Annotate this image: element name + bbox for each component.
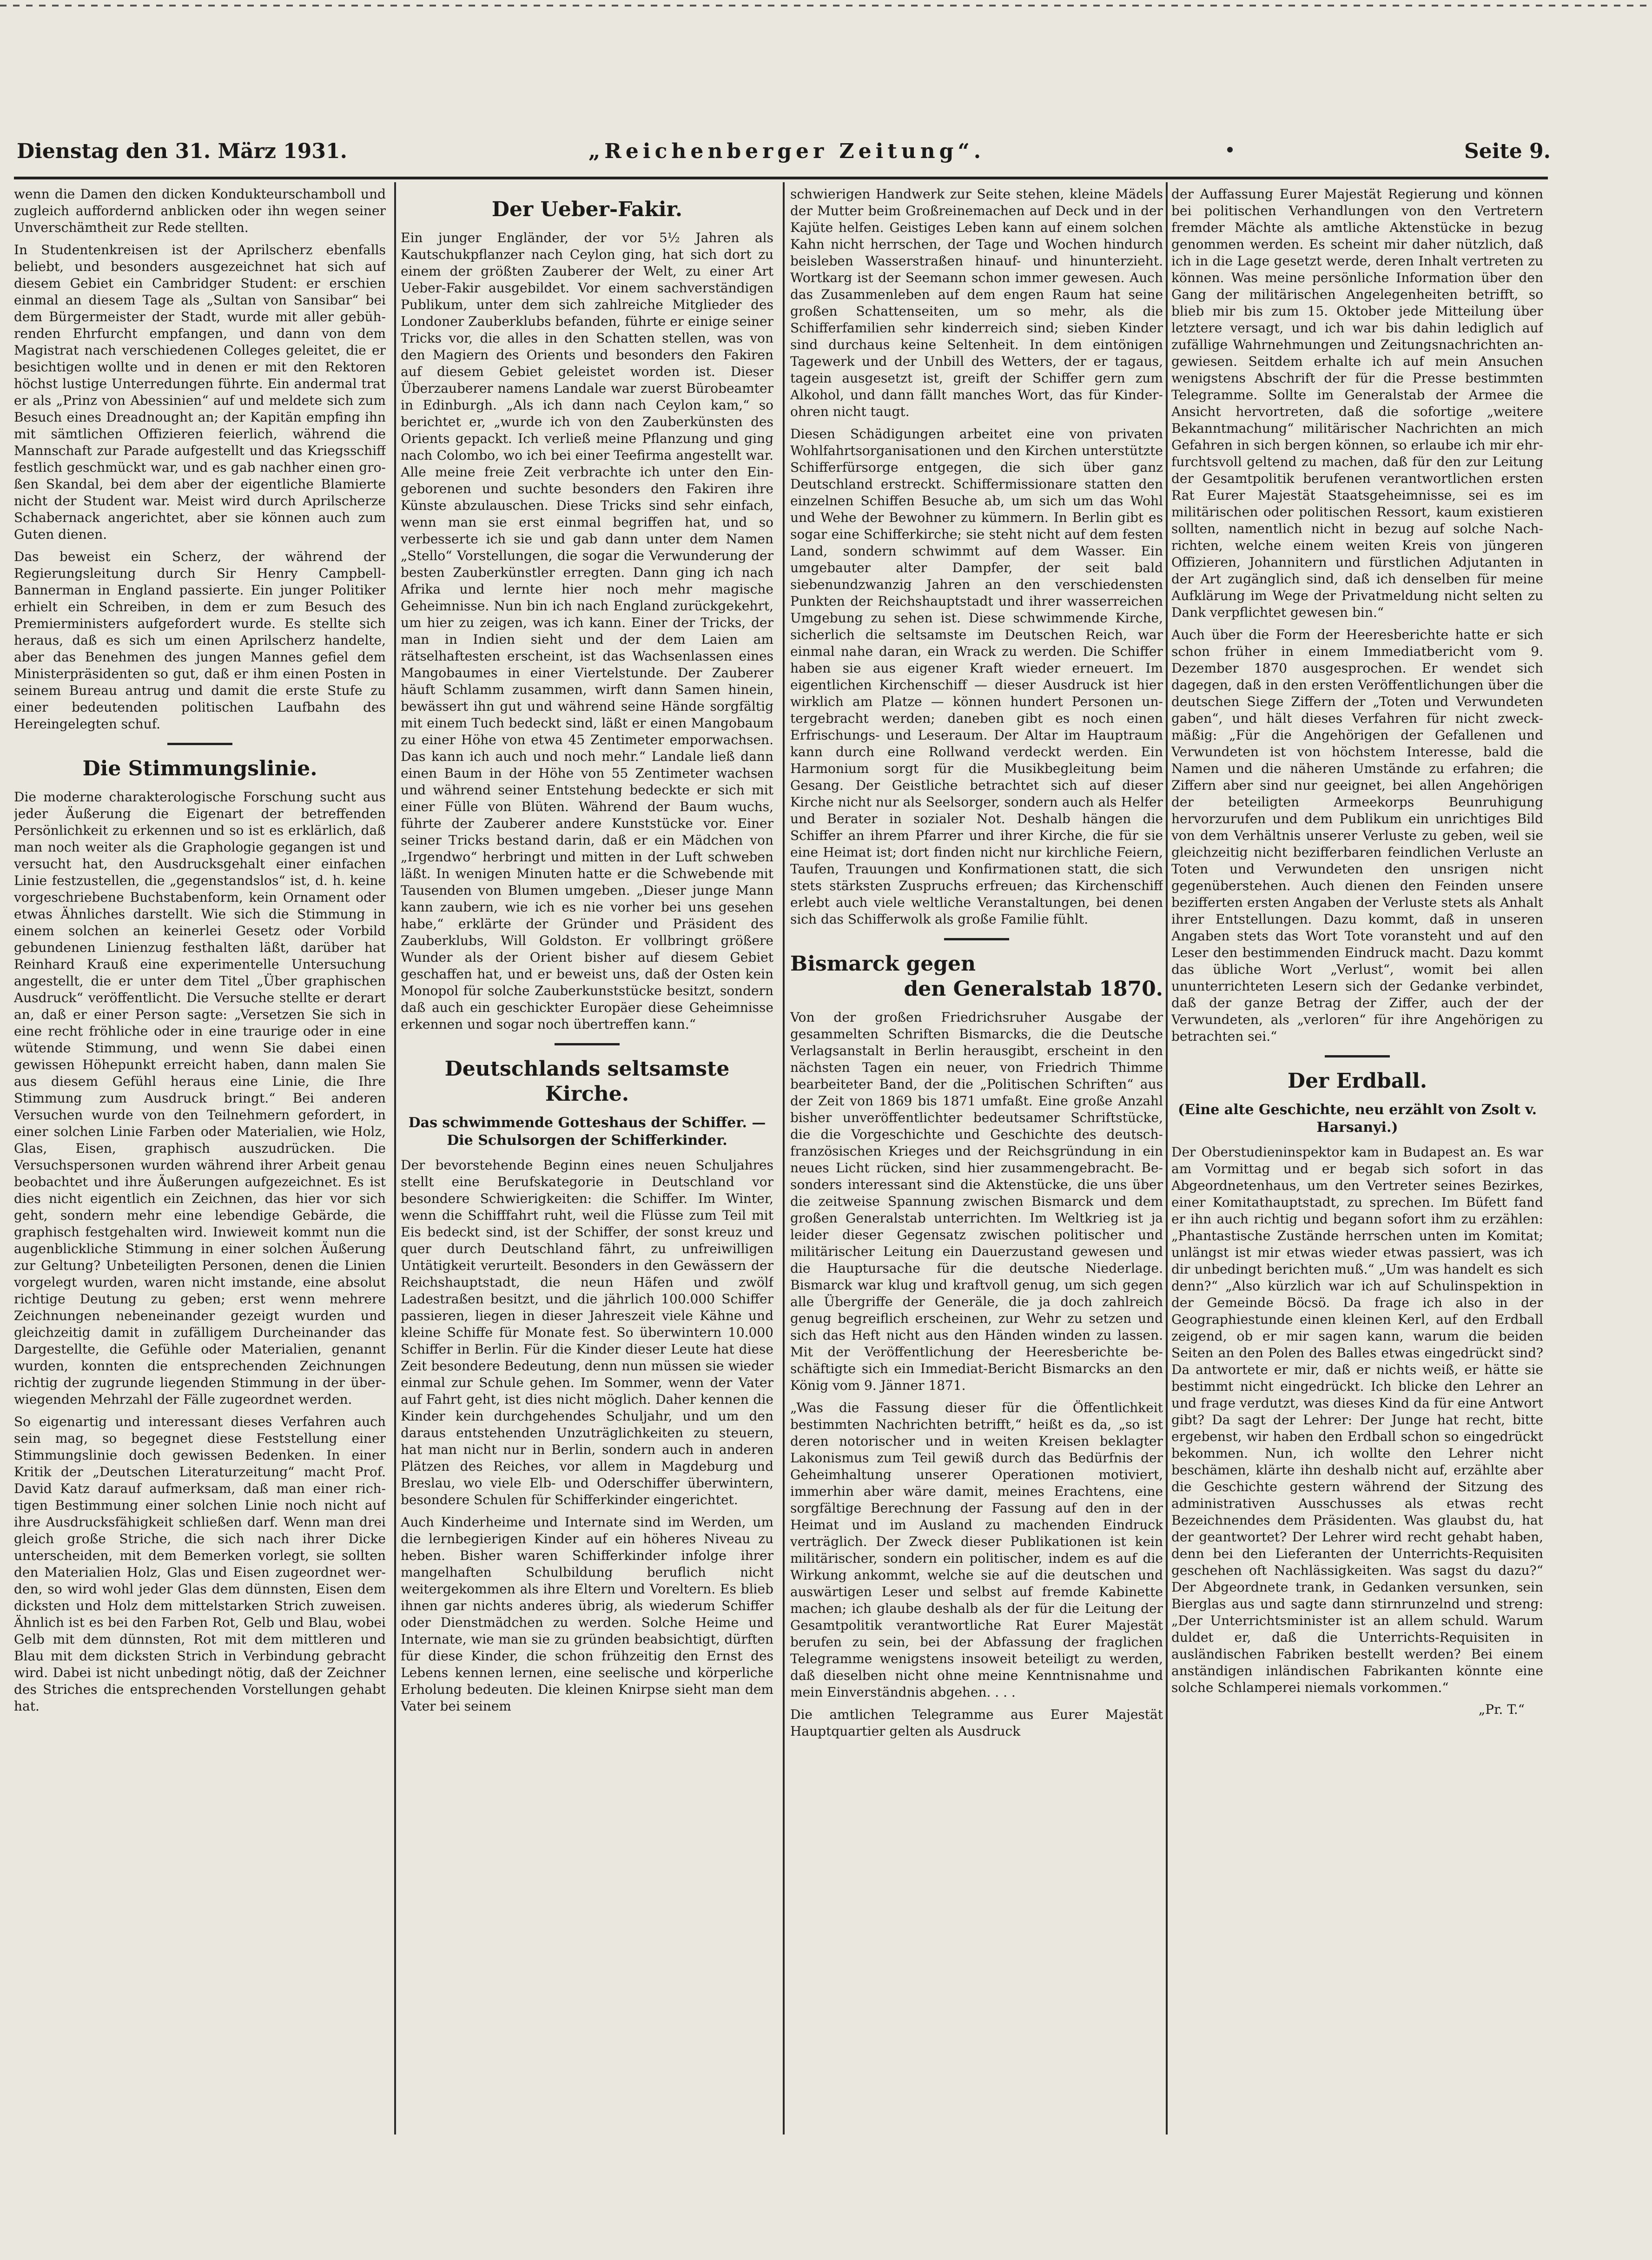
article-paragraph: der Auffassung Eurer Majestät Regierung und können bei politischen Verhandlungen von den Vertretern fremder Mächte als amtliche Aktenstücke in bezug genommen werden. Es scheint mir daher nützlich, daß ich in die Lage gesetzt werde, deren Inhalt vertreten zu können. Was meine persönliche Information über den Gang der militärischen Angelegenheiten betrifft, so blieb mir bis zum 15. Oktober jede Mitteilung über letztere versagt, und ich war bis dahin lediglich auf zufällige Wahrnehmungen und Zeitungsnachrichten angewiesen. Seitdem erhalte ich auf mein Ansuchen wenigstens Abschrift der für die Presse bestimmten Telegramme. Sollte im Generalstab der Armee die Ansicht hervortreten, daß die sofortige „weitere Bekanntmachung“ militärischer Nachrichten an mich Gefahren in sich bergen können, so erlaube ich mir ehrfurchtsvoll geltend zu machen, daß für den zur Leitung der Gesamtpolitik berufenen verantwortlichen ersten Rat Eurer Majestät Staatsgeheimnisse, sei es im militärischen oder politischen Ressort, kaum existieren sollten, namentlich nicht in bezug auf solche Nachrichten, welche einem weiten Kreis von jüngeren Offizieren, Johannitern und fürstlichen Adjutanten in der Art zugänglich sind, daß ich denselben für meine Aufklärung im Wege der Privatmeldung nicht selten zu Dank verpflichtet gewesen bin.“ (1171, 186, 1543, 620)
top-perforation (0, 5, 1652, 7)
header-date: Dienstag den 31. März 1931. (17, 139, 347, 163)
article-headline: Bismarck gegen (790, 952, 976, 976)
article-headline: Deutschlands seltsamste Kirche. (444, 1057, 730, 1106)
article-paragraph: schwierigen Handwerk zur Seite stehen, kleine Mädels der Mutter beim Großreinemachen auf Deck und in der Kajüte helfen. Geistiges Leben kann auf einem solchen Kahn nicht herrschen, der Tage und Wochen hindurch beisleben Wasserstraßen hinauf- und hinunterzieht. Wortkarg ist der Seemann schon immer gewesen. Auch das Zusammenleben auf dem engen Raum hat seine großen Schattenseiten, um so mehr, als die Schifferfamilien sehr kinderreich sind; sieben Kinder sind durchaus keine Seltenheit. In dem eintönigen Tagewerk und der Unbill des Wetters, der er tagaus, tagein ausgesetzt ist, greift der Schiffer gern zum Alkohol, und dann fällt manches Wort, das für Kinderohren nicht taugt. (790, 186, 1163, 419)
column-3 (790, 186, 1163, 1745)
column-divider (1166, 182, 1168, 2134)
article-headline: Der Erdball. (1287, 1069, 1427, 1093)
article-paragraph: Das beweist ein Scherz, der während der Regierungsleitung durch Sir Henry Campbell-Bannerman in England passierte. Ein junger Politiker erhielt ein Schreiben, in dem er zum Besuch des Premierministers aufgefordert wurde. Es stellte sich heraus, daß es sich um einen Aprilscherz handelte, aber das Benehmen des jungen Mannes gefiel dem Ministerpräsidenten so gut, daß er ihm einen Posten in seinem Bureau antrug und damit die erste Stufe zu einer bedeutenden politischen Laufbahn des Hereingelegten schuf. (14, 549, 386, 732)
page-header (17, 139, 1551, 177)
article-headline: Der Ueber-Fakir. (491, 198, 683, 221)
header-page-number: Seite 9. (1464, 139, 1551, 163)
section-separator (167, 743, 232, 745)
column-2 (401, 186, 773, 1720)
article-paragraph: In Studentenkreisen ist der Aprilscherz ebenfalls beliebt, und besonders ausgezeichnet hat sich auf diesem Gebiet ein Cambridger Student: er erschien einmal an diesem Tage als „Sultan von Sansibar“ bei dem Bürgermeister der Stadt, wurde mit aller gebührenden Ehrfurcht empfangen, und dann von dem Magistrat nach verschiedenen Colleges geleitet, die er besichtigen wollte und in denen er mit den Rektoren höchst lustige Unterredungen führte. Ein andermal trat er als „Prinz von Abessinien“ auf und meldete sich zum Besuch eines Dreadnought an; der Kapitän empfing ihn mit sämtlichen Offizieren feierlich, während die Mannschaft zur Parade aufgestellt und das Kriegsschiff festlich geschmückt war, und es gab nachher einen großen Skandal, bei dem aber der eigentliche Blamierte nicht der Student war. Meist wird durch Aprilscherze Schabernack angerichtet, aber sie können auch zum Guten dienen. (14, 242, 386, 542)
article-signature: „Pr. T.“ (1478, 1702, 1525, 1717)
article-paragraph: Die moderne charakterologische Forschung sucht aus jeder Äußerung die Eigenart der betreffenden Persönlichkeit zu erkennen und so ist es erklärlich, daß man noch weiter als die Graphologie gegangen ist und versucht hat, den Ausdrucksgehalt einer einfachen Linie festzustellen, die „gegenstandslos“ ist, d. h. keine vorgeschriebene Buchstabenform, kein Ornament oder etwas Ähnliches darstellt. Wie sich die Stimmung in einem solchen an keinerlei Gesetz oder Vorbild gebundenen Linienzug festhalten läßt, darüber hat Reinhard Krauß eine experimentelle Untersuchung angestellt, die er unter dem Titel „Über graphischen Ausdruck“ veröffentlicht. Die Versuche stellte er derart an, daß er einer Person sagte: „Versetzen Sie sich in eine recht fröhliche oder in eine traurige oder in eine wütende Stimmung, und wenn Sie dabei einen gewissen Höhepunkt erreicht haben, dann malen Sie aus diesem Gefühl heraus eine Linie, die Ihre Stimmung zum Ausdruck bringt.“ Bei anderen Versuchen wurde von den Teilnehmern gefordert, in einer solchen Linie Farben oder Materialien, wie Holz, Glas, Eisen, graphisch auszudrücken. Die Versuchspersonen wurden während ihrer Arbeit genau beobachtet und ihre Äußerungen aufgezeichnet. Es ist dies nicht eigentlich ein Zeichnen, das hier vor sich geht, sondern mehr eine lebendige Gebärde, die graphisch festgehalten wird. Inwieweit kommt nun die augenblickliche Stimmung in einer solchen Äußerung zur Geltung? Unbeteiligten Personen, denen die Linien vorgelegt wurden, waren nicht imstande, eine absolut richtige Deutung zu geben; erst wenn mehrere Zeichnungen nebeneinander gezeigt wurden und gleichzeitig damit in zufälligem Durcheinander das Dargestellte, die Gefühle oder Materialien, genannt wurden, konnten die entsprechenden Zeichnungen richtig der zugrunde liegenden Stimmung in der überwiegenden Mehrzahl der Fälle zugeordnet werden. (14, 789, 386, 1407)
article-paragraph: Von der großen Friedrichsruher Ausgabe der gesammelten Schriften Bismarcks, die die Deutsche Verlagsanstalt in Berlin herausgibt, erscheint in den nächsten Tagen ein neuer, von Friedrich Thimme bearbeiteter Band, der die „Politischen Schriften“ aus der Zeit von 1869 bis 1871 umfaßt. Eine große Anzahl bisher unveröffentlichter bedeutsamer Schriftstücke, die die Vorgeschichte und Geschichte des deutsch-französischen Krieges und der Reichsgründung in ein neues Licht rücken, sind hier zusammengebracht. Besonders interessant sind die Aktenstücke, die uns über die zeitweise Spannung zwischen Bismarck und dem großen Generalstab unterrichten. Im Weltkrieg ist ja leider dieser Gegensatz zwischen politischer und militärischer Leitung ein Dauerzustand gewesen und die Hauptursache für die deutsche Niederlage. Bismarck war klug und kraftvoll genug, um sich gegen alle Übergriffe der Generäle, die ja doch zahlreich genug begreiflich erscheinen, zur Wehr zu setzen und sich das Heft nicht aus den Händen winden zu lassen. Mit der Veröffentlichung der Heeresberichte beschäftigte sich ein Immediat-Bericht Bismarcks an den König vom 9. Jänner 1871. (790, 1010, 1163, 1393)
article-paragraph: Die amtlichen Telegramme aus Eurer Majestät Hauptquartier gelten als Ausdruck (790, 1707, 1163, 1739)
article-paragraph: Der Oberstudieninspektor kam in Budapest an. Es war am Vormittag und er begab sich sofort in das Abgeordnetenhaus, um den Vertreter seines Bezirkes, einer Komitathauptstadt, zu sprechen. Im Büfett fand er ihn auch richtig und begann sofort ihm zu erzählen: „Phantastische Zustände herrschen unten im Komitat; unlängst ist mir etwas wieder etwas passiert, was ich dir unbedingt berichten muß.“ „Um was handelt es sich denn?“ „Also kürzlich war ich auf Schulinspektion in der Gemeinde Böcsö. Da frage ich also in der Geographiestunde einen kleinen Kerl, auf den Erdball zeigend, ob er mir sagen kann, warum die beiden Seiten an den Polen des Balles etwas eingedrückt sind? Da antwortete er mir, daß er nichts weiß, er hätte sie bestimmt nicht eingedrückt. Ich blicke den Lehrer an und frage verdutzt, was dieses Kind da für eine Antwort gibt? Da sagt der Lehrer: Der Junge hat recht, bitte ergebenst, wir haben den Erdball schon so eingedrückt bekommen. Nun, ich wollte den Lehrer nicht beschämen, klärte ihn deshalb nicht auf, erzählte aber die Geschichte gestern während der Sitzung des administrativen Ausschusses als etwas recht Bezeichnendes dem Präsidenten. Was glaubst du, hat der geantwortet? Der Lehrer wird recht gehabt haben, denn bei den Lieferanten der Unterrichts-Requisiten geschehen oft Nachlässigkeiten. Was sagst du dazu?“ Der Abgeordnete trank, in Gedanken versunken, sein Bierglas aus und sagte dann stirnrunzelnd und streng: „Der Unterrichtsminister ist an allem schuld. Warum duldet er, daß die Unterrichts-Requisiten in ausländischen Fabriken bestellt werden? Bei einem anständigen inländischen Fabrikanten könnte eine solche Schlamperei niemals vorkommen.“ (1171, 1144, 1543, 1695)
article-subheadline: Das schwimmende Gotteshaus der Schiffer. — Die Schulsorgen der Schifferkinder. (408, 1115, 766, 1149)
header-rule (14, 177, 1548, 179)
column-divider (394, 182, 396, 2134)
column-4 (1171, 186, 1543, 1717)
article-paragraph: Ein junger Engländer, der vor 5½ Jahren als Kautschukpflanzer nach Ceylon ging, hat sich dort zu einem der größten Zauberer der Welt, zu einer Art Ueber-Fakir ausgebildet. Vor einem sachverständigen Publikum, unter dem sich zahlreiche Mitglieder des Londoner Zauberklubs befanden, führte er einige seiner Tricks vor, die alles in den Schatten stellen, was von den Magiern des Orients und besonders den Fakiren auf diesem Gebiet geleistet worden ist. Dieser Überzauberer namens Landale war zuerst Bürobeamter in Edinburgh. „Als ich dann nach Ceylon kam,“ so berichtet er, „wurde ich von den Zauberkünsten des Orients gepackt. Ich verließ meine Pflanzung und ging nach Colombo, wo ich bei einer Teefirma angestellt war. Alle meine freie Zeit verbrachte ich unter den Eingeborenen und suchte besonders den Fakiren ihre Künste abzulauschen. Diese Tricks sind sehr einfach, wenn man sie erst einmal begriffen hat, und so verbesserte ich sie und gab dann unter dem Namen „Stello“ Vorstellungen, die sogar die Verwunderung der besten Zauberkünstler erregten. Dann ging ich nach Afrika und lernte hier noch mehr magische Geheimnisse. Nun bin ich nach England zurückgekehrt, um hier zu zeigen, was ich kann. Einer der Tricks, der man in Indien sieht und der dem Laien am rätselhaftesten erscheint, ist das Wachsenlassen eines Mangobaumes in einer Viertelstunde. Der Zauberer häuft Schlamm zusammen, wirft dann Samen hinein, bewässert ihn gut und während seine Hände sorgfältig mit einem Tuch bedeckt sind, läßt er einen Mangobaum zu einer Höhe von etwa 45 Zentimeter emporwachsen. Das kann ich auch und noch mehr.“ Landale ließ dann einen Baum in der Höhe von 55 Zentimeter wachsen und während seiner Entstehung bedeckte er sich mit einer Fülle von Blüten. Während der Baum wuchs, führte der Zauberer andere Kunststücke vor. Einer seiner Tricks bestand darin, daß er ein Mädchen von „Irgendwo“ herbringt und mitten in der Luft schweben läßt. In wenigen Minuten hatte er die Schwebende mit Tausenden von Blumen umgeben. „Dieser junge Mann kann zaubern, wie ich es nie vorher bei uns gesehen habe,“ erklärte der Gründer und Präsident des Zauberklubs, Will Goldston. Er vollbringt größere Wunder als der Orient bisher auf diesem Gebiet geschaffen hat, und er beweist uns, daß der Osten kein Monopol für solche Zauberkunststücke besitzt, sondern daß auch ein geschickter Europäer diese Geheimnisse erkennen und sogar noch übertreffen kann.“ (401, 230, 773, 1032)
article-subheadline: (Eine alte Geschichte, neu erzählt von Zsolt v. Harsanyi.) (1177, 1102, 1537, 1136)
article-paragraph: Der bevorstehende Beginn eines neuen Schuljahres stellt eine Berufskategorie in Deutschland vor besondere Schwierigkeiten: die Schiffer. Im Winter, wenn die Schifffahrt ruht, weil die Flüsse zum Teil mit Eis bedeckt sind, ist der Schiffer, der sonst kreuz und quer durch Deutschland fährt, zu unfreiwilligen Untätigkeit verurteilt. Besonders in den Gewässern der Reichshauptstadt, die neun Häfen und zwölf Ladestraßen besitzt, und die jährlich 100.000 Schiffer passieren, liegen in dieser Jahreszeit viele Kähne und kleine Schiffe für Monate fest. So überwintern 10.000 Schiffer in Berlin. Für die Kinder dieser Leute hat diese Zeit besondere Bedeutung, denn nun müssen sie wieder einmal zur Schule gehen. Im Sommer, wenn der Vater auf Fahrt geht, ist dies nicht möglich. Daher kennen die Kinder kein durchgehendes Schuljahr, und um den daraus entstehenden Unzuträglichkeiten zu steuern, hat man nicht nur in Berlin, sondern auch in anderen Plätzen des Reiches, vor allem in Magdeburg und Breslau, wo viele Elb- und Oderschiffer überwintern, besondere Schulen für Schifferkinder eingerichtet. (401, 1157, 773, 1507)
article-headline-line-2: den Generalstab 1870. (904, 977, 1163, 1001)
column-1 (14, 186, 386, 1720)
header-newspaper-title: „Reichenberger Zeitung“. (588, 139, 985, 163)
section-separator (555, 1043, 620, 1045)
article-paragraph: wenn die Damen den dicken Kondukteurschamboll und zugleich auffordernd anblicken oder ihn wegen seiner Unverschämtheit zur Rede stellten. (14, 186, 386, 235)
article-paragraph: Auch über die Form der Heeresberichte hatte er sich schon früher in einem Immediatbericht vom 9. Dezember 1870 ausgesprochen. Er wendet sich dagegen, daß in den ersten Veröffentlichungen über die deutschen Siege Ziffern der „Toten und Verwundeten gaben“, und hält dieses Verfahren für nicht zweckmäßig: „Für die Angehörigen der Gefallenen und Verwundeten ist von höchstem Interesse, bald die Namen und die näheren Umstände zu erfahren; die Ziffern aber sind nur geeignet, bei allen Angehörigen der beteiligten Armeekorps Beunruhigung hervorzurufen und dem Publikum ein unrichtiges Bild von dem Verhältnis unserer Verluste zu geben, weil sie gleichzeitig nicht bezifferbaren feindlichen Verluste an Toten und Verwundeten den unsrigen nicht gegenüberstehen. Auch dienen den Feinden unsere bezifferten ersten Angaben der Verluste stets als Anhalt ihrer Entstellungen. Dazu kommt, daß in unseren Angaben stets das Wort Tote voransteht und auf den Leser den bestimmenden Eindruck macht. Dazu kommt das übliche Wort „Verlust“, womit bei allen ununterrichteten Lesern sich der Gedanke verbindet, daß der ganze Betrag der Ziffer, auch der der Verwundeten, als „verloren“ für ihre Angehörigen zu betrachten sei.“ (1171, 627, 1543, 1044)
article-headline: Die Stimmungslinie. (82, 757, 317, 780)
article-paragraph: Diesen Schädigungen arbeitet eine von privaten Wohlfahrtsorganisationen und den Kirchen unterstützte Schifferfürsorge entgegen, die sich über ganz Deutschland erstreckt. Schiffermissionare statten den einzelnen Schiffen Besuche ab, um sich um das Wohl und Wehe der Bewohner zu kümmern. In Berlin gibt es sogar eine Schifferkirche; sie steht nicht auf dem festen Land, sondern schwimmt auf dem Wasser. Ein umgebauter alter Dampfer, der seit bald siebenundzwanzig Jahren an den verschiedensten Punkten der Reichshauptstadt und ihrer wasserreichen Umgebung zu sehen ist. Diese schwimmende Kirche, sicherlich die seltsamste im Deutschen Reich, war einmal nahe daran, ein Wrack zu werden. Die Schiffer haben sie aus eigener Kraft wieder erneuert. Im eigentlichen Kirchenschiff — dieser Ausdruck ist hier wirklich am Platze — können hundert Personen untergebracht werden; daneben gibt es noch einen Erfrischungs- und Leseraum. Der Altar im Hauptraum kann durch eine Rollwand verdeckt werden. Ein Harmonium sorgt für die Musikbegleitung beim Gesang. Der Geistliche betrachtet sich auf dieser Kirche nicht nur als Seelsorger, sondern auch als Helfer und Berater in sozialer Not. Deshalb hängen die Schiffer an ihrem Pfarrer und ihrer Kirche, die für sie eine Heimat ist; dort finden nicht nur kirchliche Feiern, Taufen, Trauungen und Konfirmationen statt, die sich stets stärksten Zuspruchs erfreuen; das Kirchenschiff erlebt auch viele weltliche Veranstaltungen, bei denen sich das Schifferwolk als große Familie fühlt. (790, 426, 1163, 927)
section-separator (944, 938, 1009, 940)
article-paragraph: So eigenartig und interessant dieses Verfahren auch sein mag, so begegnet diese Feststellung einer Stimmungslinie doch gewissen Bedenken. In einer Kritik der „Deutschen Literaturzeitung“ macht Prof. David Katz darauf aufmerksam, daß man einer richtigen Bestimmung einer solchen Linie noch nicht auf ihre Ausdrucksfähigkeit schließen darf. Wenn man drei gleich große Striche, die sich nach ihrer Dicke unterscheiden, mit dem Bemerken vorlegt, sie sollten den Materialien Holz, Glas und Eisen zugeordnet werden, so wird wohl jeder Glas dem dünnsten, Eisen dem dicksten und Holz dem mittelstarken Strich zuweisen. Ähnlich ist es bei den Farben Rot, Gelb und Blau, wobei Gelb mit dem dünnsten, Rot mit dem mittleren und Blau mit dem dicksten Strich in Verbindung gebracht wird. Dabei ist nicht unbedingt nötig, daß der Zeichner des Striches die entsprechenden Vorstellungen gehabt hat. (14, 1414, 386, 1714)
article-paragraph: „Was die Fassung dieser für die Öffentlichkeit bestimmten Nachrichten betrifft,“ heißt es da, „so ist deren notorischer und in weiten Kreisen beklagter Lakonismus zum Teil gewiß durch das Bedürfnis der Geheimhaltung unserer Operationen motiviert, immerhin aber wäre damit, meines Erachtens, eine sorgfältige Berechnung der Fassung auf den in der Heimat und im Ausland zu machenden Eindruck verträglich. Der Zweck dieser Publikationen ist kein militärischer, sondern ein politischer, indem es auf die Wirkung ankommt, welche sie auf die deutschen und auswärtigen Leser und selbst auf fremde Kabinette machen; ich glaube deshalb als der für die Leitung der Gesamtpolitik verantwortliche Rat Eurer Majestät berufen zu sein, bei der Abfassung der fraglichen Telegramme wenigstens insoweit beteiligt zu werden, daß dieselben nicht ohne meine Kenntnisnahme und mein Einverständnis abgehen. . . . (790, 1400, 1163, 1700)
article-paragraph: Auch Kinderheime und Internate sind im Werden, um die lernbegierigen Kinder auf ein höheres Niveau zu heben. Bisher waren Schifferkinder infolge ihrer mangelhaften Schulbildung beruflich nicht weitergekommen als ihre Eltern und Voreltern. Es blieb ihnen gar nichts anderes übrig, als wiederum Schiffer oder Dienstmädchen zu werden. Solche Heime und Internate, wie man sie zu gründen beabsichtigt, dürften für diese Kinder, die schon frühzeitig den Ernst des Lebens kennen lernen, eine seelische und körperliche Erholung bedeuten. Die kleinen Knirpse sieht man dem Vater bei seinem (401, 1514, 773, 1714)
section-separator (1325, 1055, 1390, 1057)
column-divider (783, 182, 785, 2134)
